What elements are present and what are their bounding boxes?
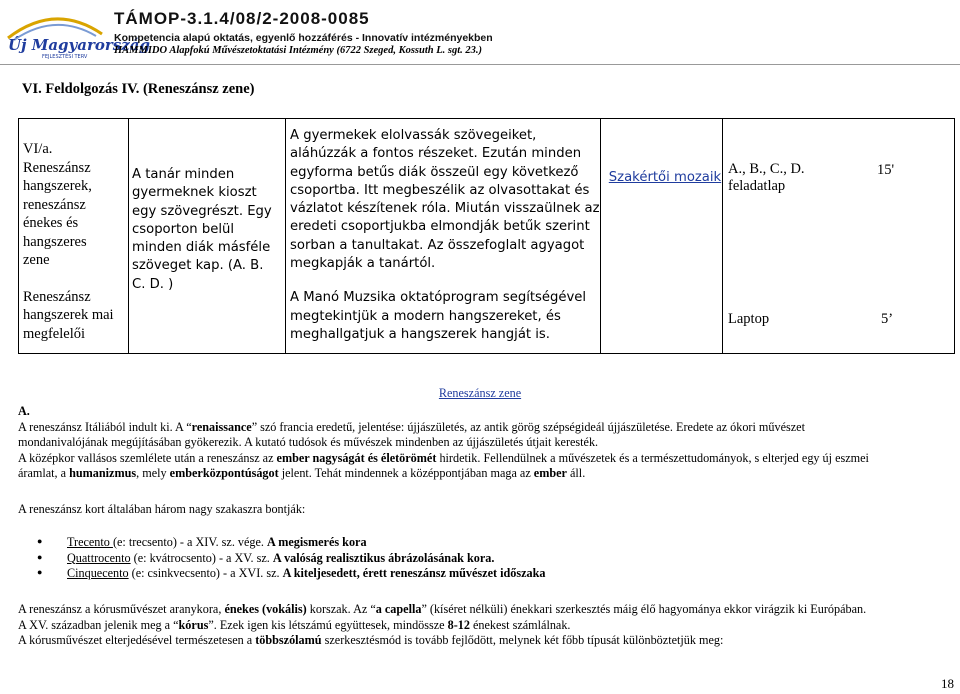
header-divider [0,64,960,65]
periods-intro: A reneszánsz kort általában három nagy szakaszra bontják: [18,502,306,516]
column-divider [722,119,723,353]
text-title: Reneszánsz zene [438,386,522,400]
method-cell [605,169,725,188]
lesson-plan-table [18,118,955,354]
list-item: ● Quattrocento (e: kvátrocsento) - a XV. sz. A valóság realisztikus ábrázolásának kora. [37,551,545,567]
periods-list [37,535,545,582]
tool-cell: Laptop [728,311,770,327]
project-subtitle: Kompetencia alapú oktatás, egyenlő hozzáférés - Innovatív intézményekben [114,32,493,44]
paragraph-a: A. A reneszánsz Itáliából indult ki. A “renaissance” szó francia eredetű, jelentése: újjászületés, az antik görög szépségideál újjászületése. Eredete az ókori művészet mondanivalójának megújításában gyökerezik. A kutató tudósok és művészek mindenben az újjászületés útjait keresték. A középkor vallásos szemlélete után a reneszánsz az ember nagyságát és életörömét hirdetik. Fellendülnek a művészetek és a természettudományok, s elterjed egy új eszmei áramlat, a humanizmus, mely emberközpontúságot jelent. Tehát mindennek a középpontjában maga az ember áll. [18,404,869,480]
list-item: ● Cinquecento (e: csinkvecsento) - a XVI. sz. A kiteljesedett, érett reneszánsz művészet időszaka [37,566,545,582]
teacher-activity-cell: A tanár minden gyermeknek kioszt egy szövegrészt. Egy csoporton belül minden diák másféle szöveget kap. (A. B. C. D. ) [132,167,272,292]
page-number: 18 [941,676,954,691]
method-link[interactable]: Szakértői mozaik [608,170,722,185]
project-code: TÁMOP-3.1.4/08/2-2008-0085 [114,9,370,28]
logo-subtext: FEJLESZTÉSI TERV [42,54,88,60]
column-divider [128,119,129,353]
column-divider [285,119,286,353]
section-heading: VI. Feldolgozás IV. (Reneszánsz zene) [22,81,255,97]
student-activity-cell: A gyermekek elolvassák szövegeiket, aláhúzzák a fontos részeket. Ezután minden egyforma betűs diák összeül egy következő csoportba. Itt megbeszélik az olvasottakat és vázlatot készítenek róla. Miután visszaülnek az eredeti csoportjukba elmondják betűk szerint sorban a tanultakat. Az összefoglalt agyagot megkapják a tanártól. A Manó Muzsika oktatóprogram segítségével megtekintjük a modern hangszereket, és meghallgatjuk a hangszerek hangját is. [290,128,600,342]
time-cell: 15' [877,162,895,178]
time-cell: 5’ [881,311,894,327]
materials-cell: A., B., C., D. feladatlap [728,161,805,194]
logo-text: Új Magyarország [8,36,150,54]
topic-cell: VI/a. Reneszánsz hangszerek, reneszánsz énekes és hangszeres zene Reneszánsz hangszerek mai megfelelői [23,141,114,342]
uj-magyarorszag-logo [4,4,150,60]
choral-paragraph: A reneszánsz a kórusművészet aranykora, énekes (vokális) korszak. Az “a capella” (kíséret nélküli) énekkari szerkesztés máig élő hagyománya ekkor virágzik ki Európában. A XV. században jelenik meg a “kórus”. Ezek igen kis létszámú együttesek, mindössze 8-12 énekest számlálnak. A kórusművészet elterjedésével természetesen a többszólamú szerkesztésmód is tovább fejlődött, melynek két főbb típusát különböztetjük meg: [18,602,867,647]
list-item: ● Trecento (e: trecsento) - a XIV. sz. vége. A megismerés kora [37,535,545,551]
document-header [0,0,960,66]
institution-address: HAMMIDO Alapfokú Művészetoktatási Intézmény (6722 Szeged, Kossuth L. sgt. 23.) [114,45,483,56]
